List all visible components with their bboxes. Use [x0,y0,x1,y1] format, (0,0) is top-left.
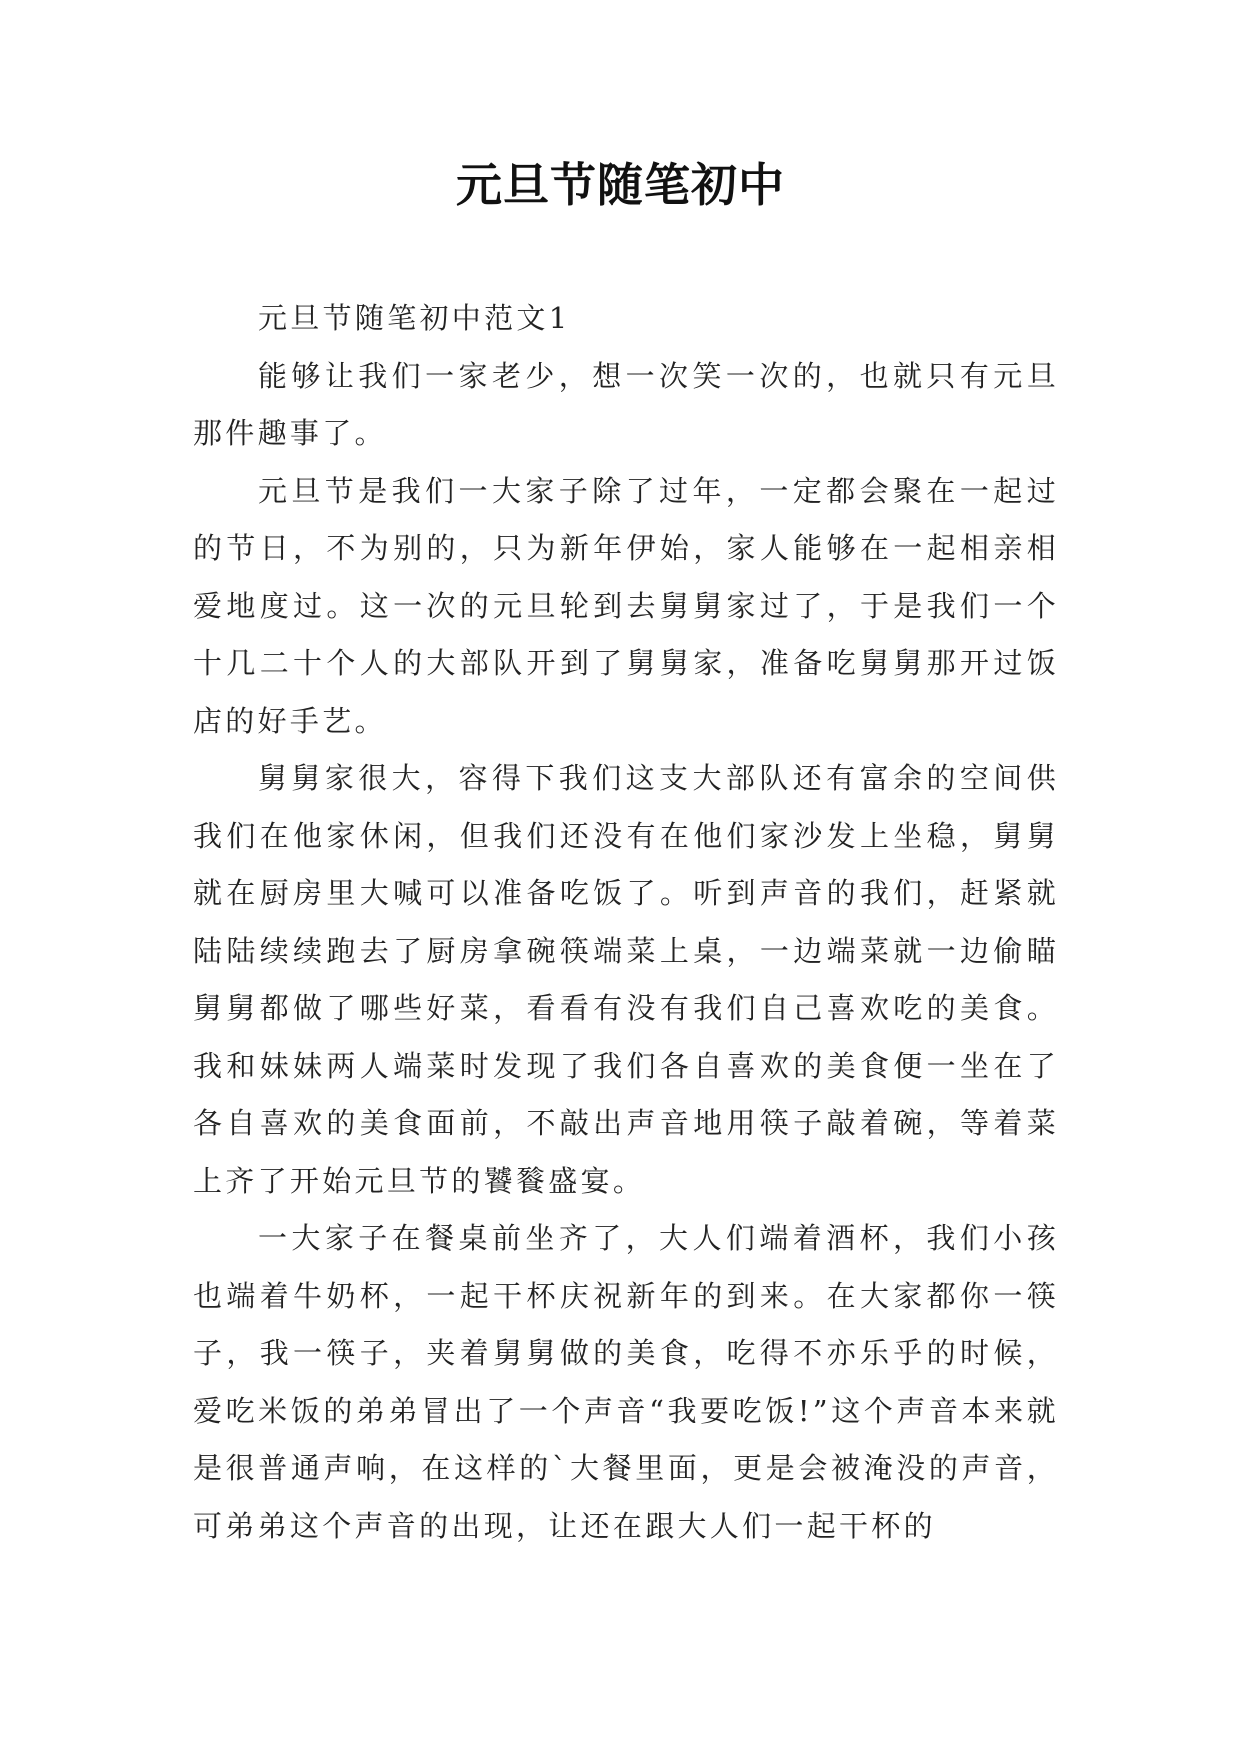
document-title: 元旦节随笔初中 [456,158,785,212]
paragraph: 元旦节是我们一大家子除了过年，一定都会聚在一起过的节日，不为别的，只为新年伊始，家人能够在一起相亲相爱地度过。这一次的元旦轮到去舅舅家过了，于是我们一个十几二十个人的大部队开到了舅舅家，准备吃舅舅那开过饭店的好手艺。 [193,473,1059,738]
document-body [193,290,1059,1555]
paragraph: 一大家子在餐桌前坐齐了，大人们端着酒杯，我们小孩也端着牛奶杯，一起干杯庆祝新年的到来。在大家都你一筷子，我一筷子，夹着舅舅做的美食，吃得不亦乐乎的时候，爱吃米饭的弟弟冒出了一个声音“我要吃饭!”这个声音本来就是很普通声响，在这样的`大餐里面，更是会被淹没的声音，可弟弟这个声音的出现，让还在跟大人们一起干杯的 [193,1221,1059,1543]
paragraph: 舅舅家很大，容得下我们这支大部队还有富余的空间供我们在他家休闲，但我们还没有在他们家沙发上坐稳，舅舅就在厨房里大喊可以准备吃饭了。听到声音的我们，赶紧就陆陆续续跑去了厨房拿碗筷端菜上桌，一边端菜就一边偷瞄舅舅都做了哪些好菜，看看有没有我们自己喜欢吃的美食。我和妹妹两人端菜时发现了我们各自喜欢的美食便一坐在了各自喜欢的美食面前，不敲出声音地用筷子敲着碗，等着菜上齐了开始元旦节的饕餮盛宴。 [193,761,1059,1198]
paragraph-heading: 元旦节随笔初中范文1 [258,301,571,335]
paragraph: 能够让我们一家老少，想一次笑一次的，也就只有元旦那件趣事了。 [193,358,1059,450]
